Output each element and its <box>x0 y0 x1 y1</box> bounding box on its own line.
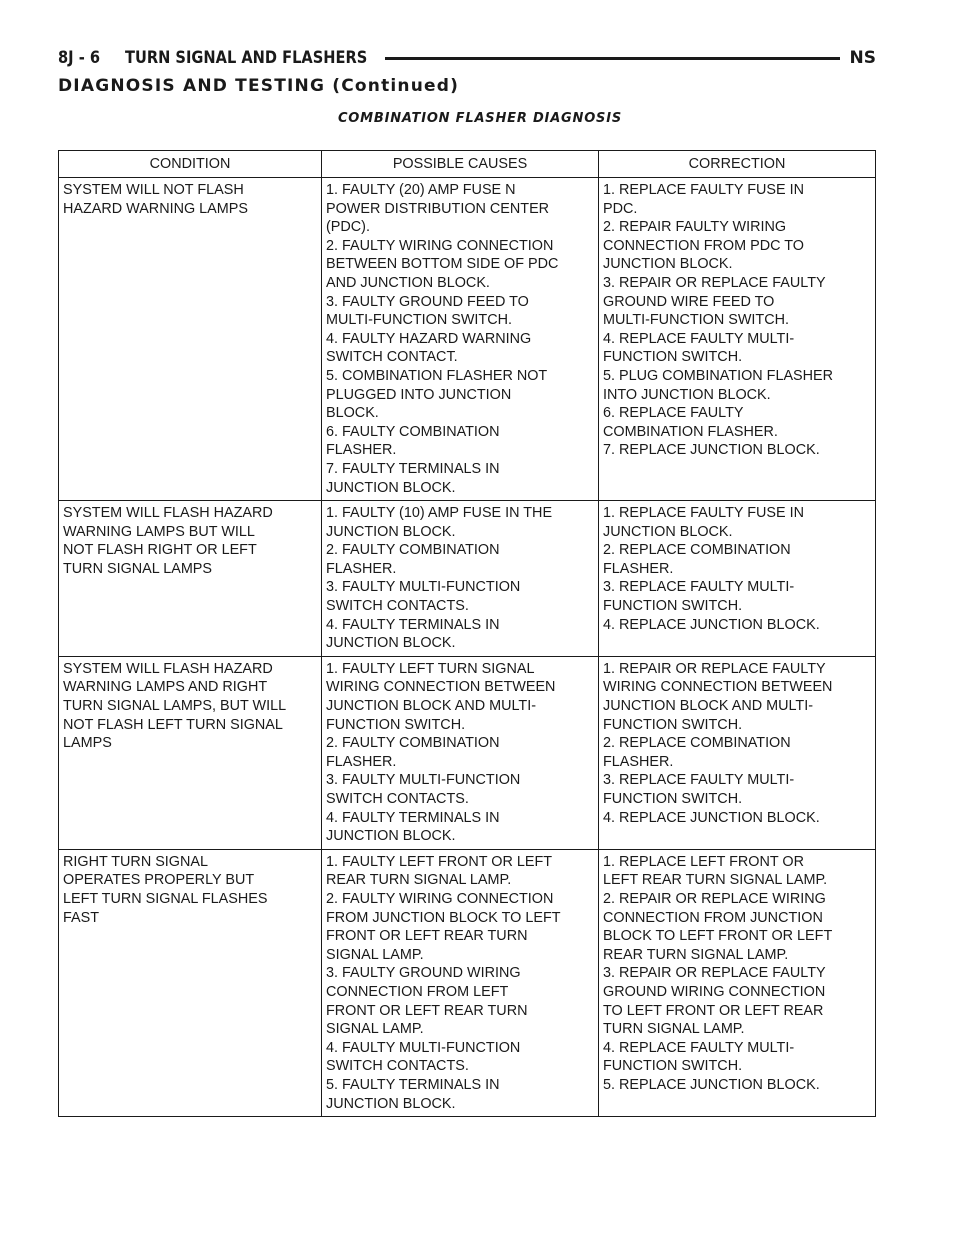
cell-text-line: INTO JUNCTION BLOCK. <box>603 386 771 403</box>
cell-text-line: JUNCTION BLOCK. <box>326 1095 456 1112</box>
cell-text-line: SIGNAL LAMP. <box>326 946 424 963</box>
cell-text-line: LAMPS <box>63 735 112 752</box>
cell-text-line: SWITCH CONTACT. <box>326 349 458 366</box>
cell-text-line: 2. REPAIR OR REPLACE WIRING <box>603 890 826 907</box>
cell-text-line: REAR TURN SIGNAL LAMP. <box>603 946 789 963</box>
cell-text-line: 5. PLUG COMBINATION FLASHER <box>603 367 834 384</box>
cell-text-line: 5. REPLACE JUNCTION BLOCK. <box>603 1076 820 1093</box>
cell-text-line: 1. FAULTY (10) AMP FUSE IN THE <box>326 505 553 522</box>
cell-text-line: CONNECTION FROM JUNCTION <box>603 909 823 926</box>
cell-text-line: 2. FAULTY COMBINATION <box>326 735 500 752</box>
cell-text-line: 1. REPLACE FAULTY FUSE IN <box>603 182 804 198</box>
cell-text-line: 4. FAULTY TERMINALS IN <box>326 616 500 633</box>
cell-text-line: MULTI-FUNCTION SWITCH. <box>326 312 512 329</box>
cell-text-line: SYSTEM WILL NOT FLASH <box>63 182 244 198</box>
cell-text-line: JUNCTION BLOCK. <box>326 523 456 540</box>
correction-cell <box>599 849 876 1116</box>
cell-text-line: WIRING CONNECTION BETWEEN <box>603 679 833 696</box>
table-title: COMBINATION FLASHER DIAGNOSIS <box>337 111 623 126</box>
page-number: 8J - 6 <box>58 48 101 68</box>
cell-text-line: JUNCTION BLOCK AND MULTI- <box>326 698 537 715</box>
cell-text-line: FLASHER. <box>603 560 674 577</box>
cell-text-line: FUNCTION SWITCH. <box>603 1058 743 1075</box>
condition-cell <box>59 849 322 1116</box>
correction-cell <box>599 656 876 849</box>
possible-causes-cell <box>322 656 599 849</box>
cell-text-line: SWITCH CONTACTS. <box>326 791 469 807</box>
table-row <box>59 178 876 501</box>
cell-text-line: POWER DISTRIBUTION CENTER <box>326 200 550 217</box>
column-header-possible-causes: POSSIBLE CAUSES <box>322 151 599 178</box>
cell-text-line: JUNCTION BLOCK. <box>603 523 733 540</box>
cell-text-line: TURN SIGNAL LAMP. <box>603 1021 745 1038</box>
cell-text-line: JUNCTION BLOCK. <box>603 256 733 273</box>
cell-text-line: WARNING LAMPS BUT WILL <box>63 523 255 540</box>
cell-text-line: FLASHER. <box>326 442 397 459</box>
cell-text-line: 4. REPLACE JUNCTION BLOCK. <box>603 809 820 826</box>
cell-text-line: WARNING LAMPS AND RIGHT <box>63 679 268 696</box>
cell-text-line: BETWEEN BOTTOM SIDE OF PDC <box>326 256 559 273</box>
cell-text-line: 6. FAULTY COMBINATION <box>326 423 500 440</box>
possible-causes-cell <box>322 849 599 1116</box>
cell-text-line: SYSTEM WILL FLASH HAZARD <box>63 505 273 522</box>
table-row <box>59 501 876 657</box>
cell-text-line: GROUND WIRING CONNECTION <box>603 983 826 1000</box>
cell-text-line: JUNCTION BLOCK AND MULTI- <box>603 698 814 715</box>
cell-text-line: 6. REPLACE FAULTY <box>603 405 744 422</box>
cell-text-line: 1. FAULTY LEFT FRONT OR LEFT <box>326 853 553 870</box>
cell-text-line: 1. REPLACE FAULTY FUSE IN <box>603 505 804 522</box>
cell-text-line: 5. COMBINATION FLASHER NOT <box>326 367 548 384</box>
cell-text-line: PDC. <box>603 200 638 217</box>
cell-text-line: SYSTEM WILL FLASH HAZARD <box>63 660 273 677</box>
cell-text-line: BLOCK TO LEFT FRONT OR LEFT <box>603 928 833 945</box>
cell-text-line: FUNCTION SWITCH. <box>603 716 743 733</box>
cell-text-line: 2. FAULTY WIRING CONNECTION <box>326 237 554 254</box>
cell-text-line: SWITCH CONTACTS. <box>326 598 469 615</box>
cell-text-line: 4. FAULTY HAZARD WARNING <box>326 330 532 347</box>
cell-text-line: BLOCK. <box>326 405 379 422</box>
cell-text-line: CONNECTION FROM PDC TO <box>603 237 804 254</box>
cell-text-line: 7. REPLACE JUNCTION BLOCK. <box>603 442 820 459</box>
cell-text-line: HAZARD WARNING LAMPS <box>63 200 248 217</box>
cell-text-line: 3. FAULTY GROUND WIRING <box>326 965 521 982</box>
cell-text-line: LEFT TURN SIGNAL FLASHES <box>63 890 268 907</box>
cell-text-line: FUNCTION SWITCH. <box>603 598 743 615</box>
cell-text-line: FLASHER. <box>326 753 397 770</box>
cell-text-line: 2. REPLACE COMBINATION <box>603 542 791 559</box>
cell-text-line: TO LEFT FRONT OR LEFT REAR <box>603 1002 824 1019</box>
cell-text-line: SIGNAL LAMP. <box>326 1021 424 1038</box>
cell-text-line: FUNCTION SWITCH. <box>603 791 743 807</box>
condition-cell <box>59 501 322 657</box>
cell-text-line: SWITCH CONTACTS. <box>326 1058 469 1075</box>
table-row <box>59 656 876 849</box>
correction-cell <box>599 501 876 657</box>
cell-text-line: 1. REPAIR OR REPLACE FAULTY <box>603 660 826 677</box>
cell-text-line: COMBINATION FLASHER. <box>603 423 778 440</box>
cell-text-line: 4. FAULTY TERMINALS IN <box>326 809 500 826</box>
cell-text-line: LEFT REAR TURN SIGNAL LAMP. <box>603 872 828 889</box>
cell-text-line: 1. REPLACE LEFT FRONT OR <box>603 853 804 870</box>
cell-text-line: FUNCTION SWITCH. <box>326 716 466 733</box>
diagnosis-table <box>58 150 876 1117</box>
chapter-title: TURN SIGNAL AND FLASHERS <box>124 48 368 68</box>
cell-text-line: NOT FLASH LEFT TURN SIGNAL <box>63 716 283 733</box>
possible-causes-cell <box>322 501 599 657</box>
cell-text-line: 4. REPLACE JUNCTION BLOCK. <box>603 616 820 633</box>
cell-text-line: AND JUNCTION BLOCK. <box>326 274 490 291</box>
cell-text-line: 4. REPLACE FAULTY MULTI- <box>603 330 795 347</box>
cell-text-line: CONNECTION FROM LEFT <box>326 983 509 1000</box>
cell-text-line: 2. REPAIR FAULTY WIRING <box>603 219 787 236</box>
column-header-condition: CONDITION <box>59 151 322 178</box>
cell-text-line: JUNCTION BLOCK. <box>326 828 456 845</box>
cell-text-line: NOT FLASH RIGHT OR LEFT <box>63 542 257 559</box>
cell-text-line: (PDC). <box>326 219 370 236</box>
page-header <box>58 46 876 70</box>
condition-cell <box>59 656 322 849</box>
cell-text-line: 3. REPLACE FAULTY MULTI- <box>603 579 795 596</box>
correction-cell <box>599 178 876 501</box>
condition-cell <box>59 178 322 501</box>
cell-text-line: 3. FAULTY MULTI-FUNCTION <box>326 772 521 789</box>
cell-text-line: FRONT OR LEFT REAR TURN <box>326 928 528 945</box>
cell-text-line: 2. FAULTY COMBINATION <box>326 542 500 559</box>
cell-text-line: 3. REPAIR OR REPLACE FAULTY <box>603 274 826 291</box>
cell-text-line: 2. REPLACE COMBINATION <box>603 735 791 752</box>
cell-text-line: GROUND WIRE FEED TO <box>603 293 775 310</box>
cell-text-line: 7. FAULTY TERMINALS IN <box>326 460 500 477</box>
cell-text-line: RIGHT TURN SIGNAL <box>63 853 208 870</box>
edition-code: NS <box>849 48 876 68</box>
cell-text-line: 3. FAULTY MULTI-FUNCTION <box>326 579 521 596</box>
cell-text-line: JUNCTION BLOCK. <box>326 479 456 496</box>
cell-text-line: FROM JUNCTION BLOCK TO LEFT <box>326 909 561 926</box>
cell-text-line: 2. FAULTY WIRING CONNECTION <box>326 890 554 907</box>
section-title: DIAGNOSIS AND TESTING (Continued) <box>58 76 460 96</box>
cell-text-line: FAST <box>63 909 99 926</box>
cell-text-line: 1. FAULTY LEFT TURN SIGNAL <box>326 660 535 677</box>
cell-text-line: FRONT OR LEFT REAR TURN <box>326 1002 528 1019</box>
header-rule <box>385 57 840 60</box>
cell-text-line: 5. FAULTY TERMINALS IN <box>326 1076 500 1093</box>
cell-text-line: REAR TURN SIGNAL LAMP. <box>326 872 512 889</box>
cell-text-line: 3. REPLACE FAULTY MULTI- <box>603 772 795 789</box>
cell-text-line: MULTI-FUNCTION SWITCH. <box>603 312 789 329</box>
cell-text-line: 4. FAULTY MULTI-FUNCTION <box>326 1039 521 1056</box>
table-header-row <box>59 151 876 178</box>
possible-causes-cell <box>322 178 599 501</box>
cell-text-line: FLASHER. <box>603 753 674 770</box>
cell-text-line: 3. REPAIR OR REPLACE FAULTY <box>603 965 826 982</box>
table-body <box>59 178 876 1117</box>
cell-text-line: 1. FAULTY (20) AMP FUSE N <box>326 182 516 198</box>
cell-text-line: 3. FAULTY GROUND FEED TO <box>326 293 529 310</box>
cell-text-line: 4. REPLACE FAULTY MULTI- <box>603 1039 795 1056</box>
cell-text-line: FLASHER. <box>326 560 397 577</box>
cell-text-line: TURN SIGNAL LAMPS, BUT WILL <box>63 698 287 715</box>
cell-text-line: JUNCTION BLOCK. <box>326 635 456 652</box>
cell-text-line: OPERATES PROPERLY BUT <box>63 872 255 889</box>
cell-text-line: PLUGGED INTO JUNCTION <box>326 386 512 403</box>
cell-text-line: WIRING CONNECTION BETWEEN <box>326 679 556 696</box>
cell-text-line: TURN SIGNAL LAMPS <box>63 560 213 577</box>
table-row <box>59 849 876 1116</box>
column-header-correction: CORRECTION <box>599 151 876 178</box>
cell-text-line: FUNCTION SWITCH. <box>603 349 743 366</box>
